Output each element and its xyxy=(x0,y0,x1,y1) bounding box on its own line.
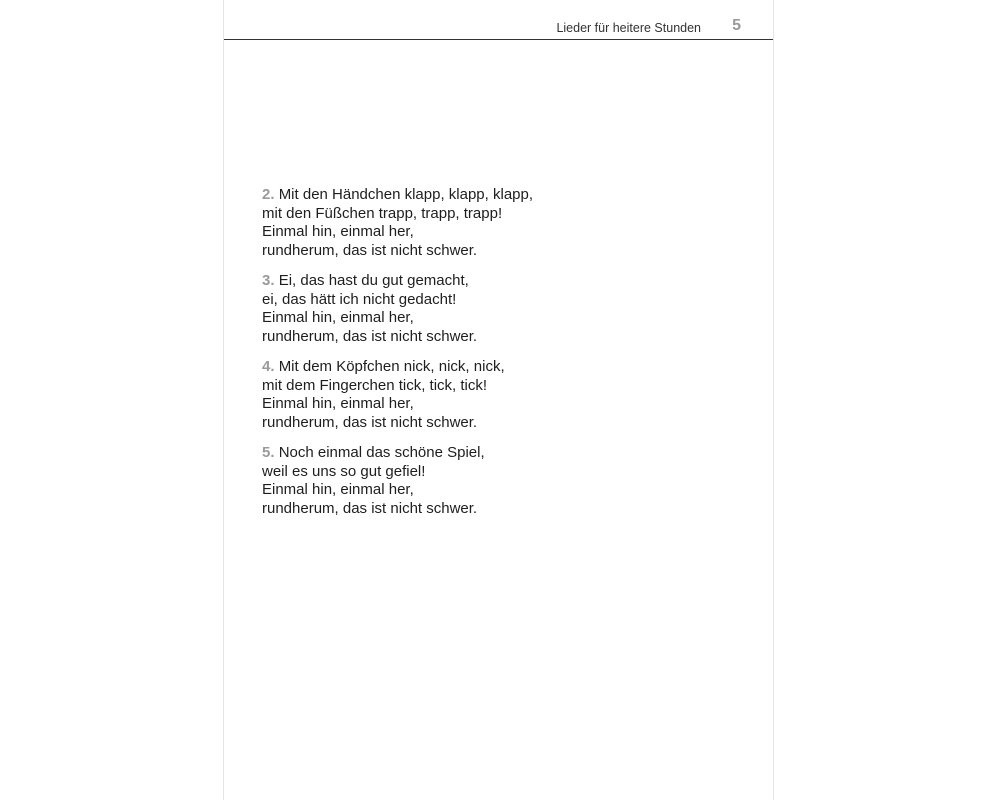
verse-line: weil es uns so gut gefiel! xyxy=(262,462,426,480)
verse-line: Einmal hin, einmal her, xyxy=(262,309,414,326)
verse-4 xyxy=(262,358,742,432)
verse-5 xyxy=(262,444,742,518)
verse-line: mit dem Fingerchen tick, tick, tick! xyxy=(262,376,488,394)
verse-line: rundherum, das ist nicht schwer. xyxy=(262,327,478,345)
verse-line xyxy=(262,358,742,377)
page-number: 5 xyxy=(732,17,741,34)
verse-text: Mit den Händchen klapp, klapp, klapp, xyxy=(278,186,534,203)
verse-text: Mit dem Köpfchen nick, nick, nick, xyxy=(278,358,505,375)
verse-number: 5. xyxy=(262,444,275,461)
book-page xyxy=(223,0,774,800)
running-title: Lieder für heitere Stunden xyxy=(556,21,701,35)
verse-line: mit den Füßchen trapp, trapp, trapp! xyxy=(262,204,503,222)
song-verses xyxy=(262,186,742,530)
verse-line xyxy=(262,186,742,205)
verse-line: Einmal hin, einmal her, xyxy=(262,395,414,412)
verse-line xyxy=(262,444,742,463)
verse-text: Ei, das hast du gut gemacht, xyxy=(278,272,469,289)
verse-number: 2. xyxy=(262,186,275,203)
verse-line: rundherum, das ist nicht schwer. xyxy=(262,241,478,259)
verse-line: Einmal hin, einmal her, xyxy=(262,223,414,240)
verse-line xyxy=(262,272,742,291)
running-header xyxy=(224,0,773,40)
verse-text: Noch einmal das schöne Spiel, xyxy=(278,444,485,461)
verse-line: ei, das hätt ich nicht gedacht! xyxy=(262,290,457,308)
verse-line: rundherum, das ist nicht schwer. xyxy=(262,413,478,431)
verse-number: 4. xyxy=(262,358,275,375)
verse-line: Einmal hin, einmal her, xyxy=(262,481,414,498)
verse-3 xyxy=(262,272,742,346)
verse-line: rundherum, das ist nicht schwer. xyxy=(262,499,478,517)
verse-2 xyxy=(262,186,742,260)
verse-number: 3. xyxy=(262,272,275,289)
